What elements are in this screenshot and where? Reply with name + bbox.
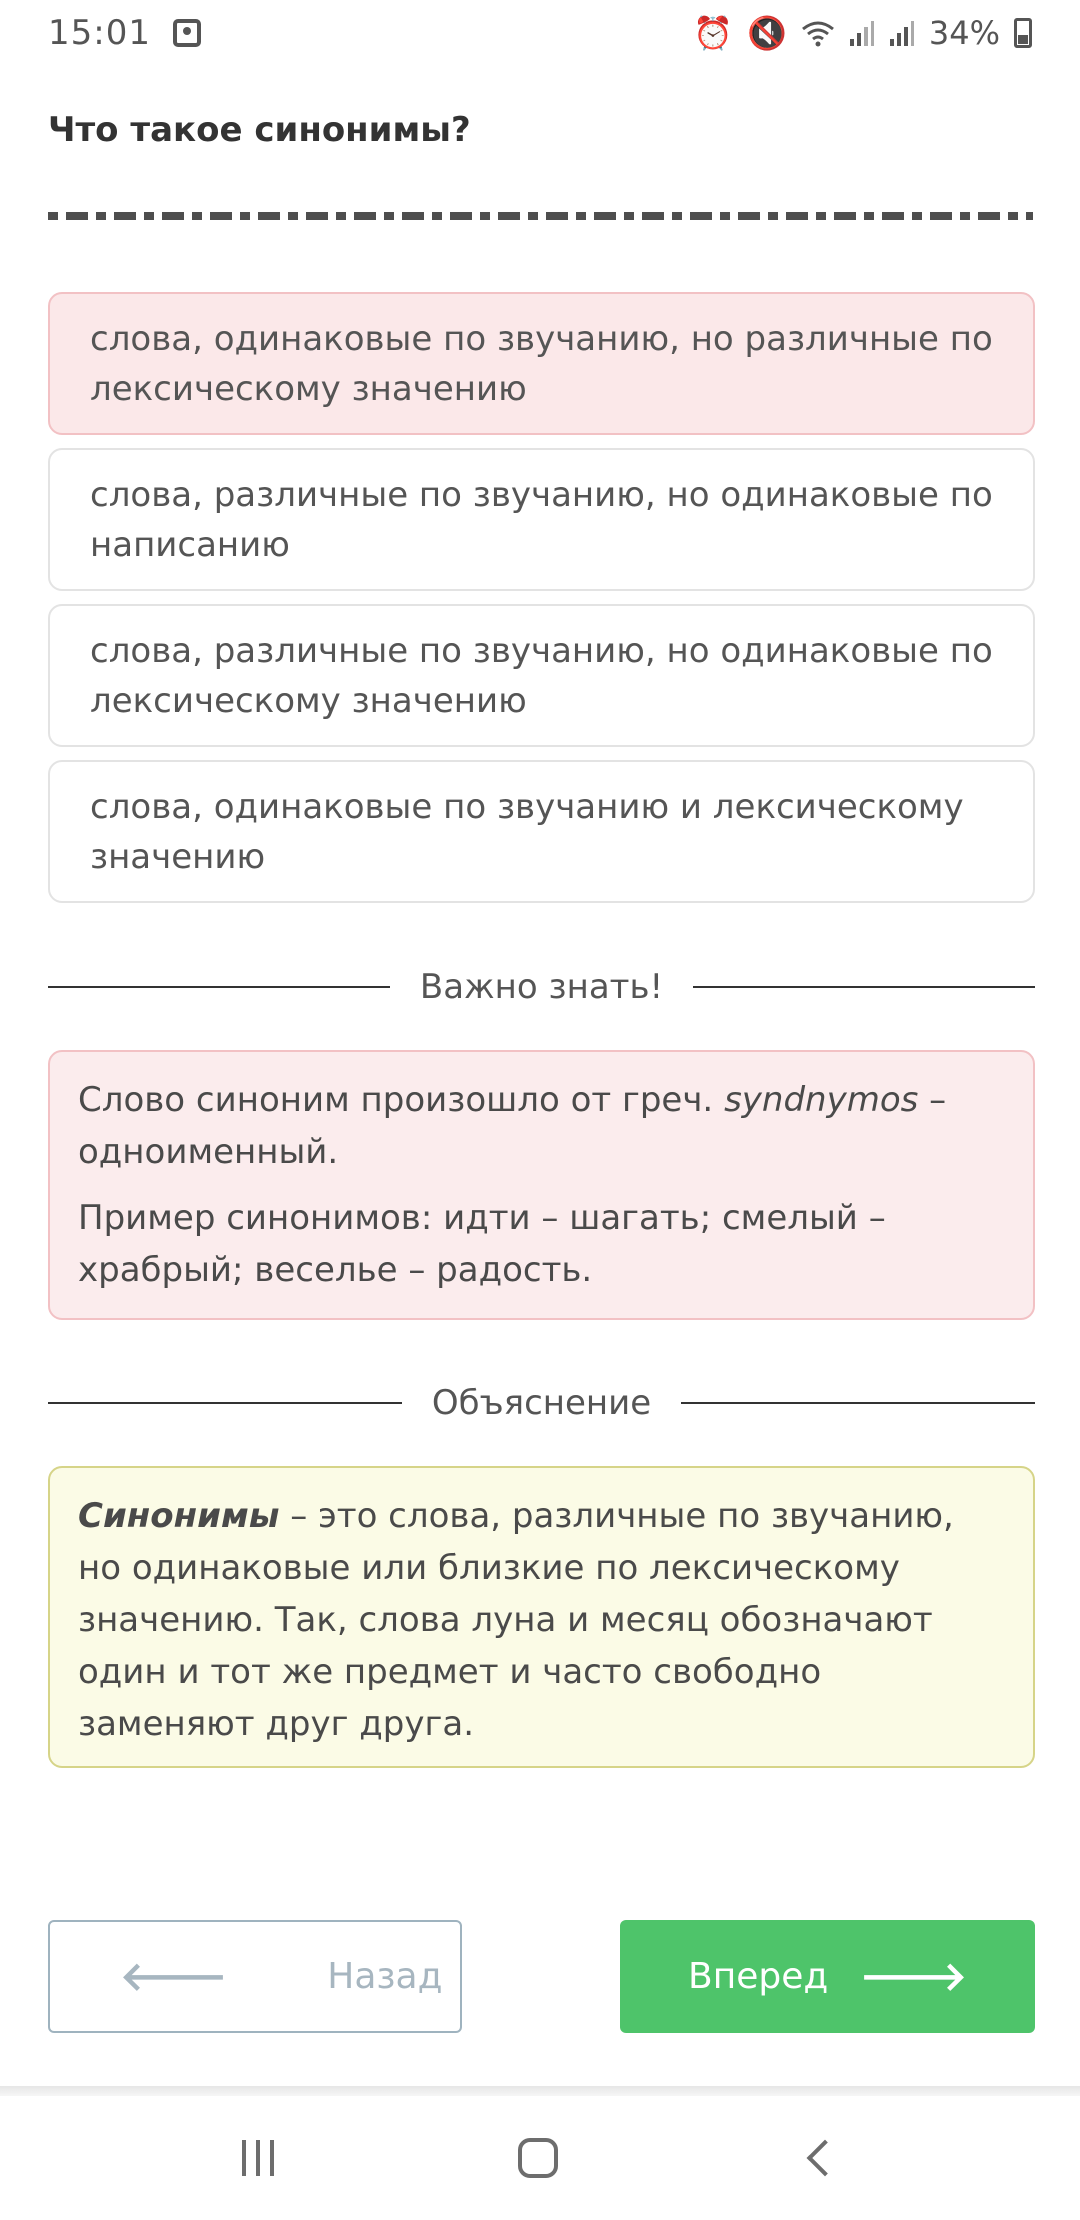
- explanation-heading: Объяснение: [431, 1383, 652, 1423]
- back-icon[interactable]: [807, 2140, 844, 2177]
- system-nav-bar: [0, 2096, 1080, 2220]
- notification-icon: [173, 19, 201, 47]
- battery-icon: [1014, 18, 1032, 48]
- back-button[interactable]: [48, 1920, 462, 2033]
- answer-option-1[interactable]: [48, 292, 1035, 435]
- divider-line: [48, 1402, 402, 1404]
- status-time: 15:01: [48, 13, 151, 53]
- signal-icon: [889, 19, 915, 47]
- signal-icon: [849, 19, 875, 47]
- explanation-paragraph: [78, 1490, 1005, 1750]
- important-text: – одноименный.: [78, 1080, 947, 1172]
- important-card: [48, 1050, 1035, 1320]
- arrow-right-icon: 🡒: [859, 1953, 967, 2000]
- answer-placeholder-dashes: [48, 212, 1033, 220]
- answer-option-text: слова, различные по звучанию, но одинаковые по написанию: [90, 474, 993, 565]
- answer-option-3[interactable]: [48, 604, 1035, 747]
- home-icon[interactable]: [518, 2138, 558, 2178]
- answer-option-text: слова, одинаковые по звучанию, но различные по лексическому значению: [90, 318, 993, 409]
- bottom-separator: [0, 2086, 1080, 2096]
- explanation-divider: [48, 1378, 1035, 1428]
- divider-line: [48, 986, 390, 988]
- important-paragraph-1: [78, 1074, 1005, 1178]
- mute-icon: 🔇: [747, 14, 787, 52]
- answer-option-text: слова, различные по звучанию, но одинаковые по лексическому значению: [90, 630, 993, 721]
- important-heading: Важно знать!: [419, 967, 664, 1007]
- explanation-text: – это слова, различные по звучанию, но одинаковые или близкие по лексическому значению. Так, слова луна и месяц обозначают один и тот же предмет и часто свободно заменяют друг друга.: [78, 1496, 954, 1744]
- answer-option-4[interactable]: [48, 760, 1035, 903]
- back-button-label: Назад: [327, 1956, 443, 1997]
- next-button[interactable]: [620, 1920, 1035, 2033]
- explanation-card: [48, 1466, 1035, 1768]
- important-term: syndnymos: [724, 1080, 919, 1120]
- recent-apps-icon[interactable]: [242, 2140, 274, 2176]
- alarm-icon: ⏰: [693, 14, 734, 52]
- answer-option-text: слова, одинаковые по звучанию и лексическому значению: [90, 786, 964, 877]
- arrow-left-icon: 🡐: [120, 1953, 228, 2000]
- divider-line: [681, 1402, 1035, 1404]
- important-paragraph-2: Пример синонимов: идти – шагать; смелый – храбрый; веселье – радость.: [78, 1198, 886, 1290]
- battery-percent: 34%: [928, 14, 1000, 52]
- next-button-label: Вперед: [688, 1956, 829, 1997]
- important-divider: [48, 962, 1035, 1012]
- answer-option-2[interactable]: [48, 448, 1035, 591]
- status-bar: [0, 0, 1080, 66]
- explanation-term: Синонимы: [78, 1496, 280, 1536]
- wifi-icon: [801, 19, 835, 47]
- question-title: Что такое синонимы?: [48, 110, 471, 150]
- answer-options: [48, 292, 1035, 916]
- important-text: Слово синоним произошло от греч.: [78, 1080, 725, 1120]
- divider-line: [693, 986, 1035, 988]
